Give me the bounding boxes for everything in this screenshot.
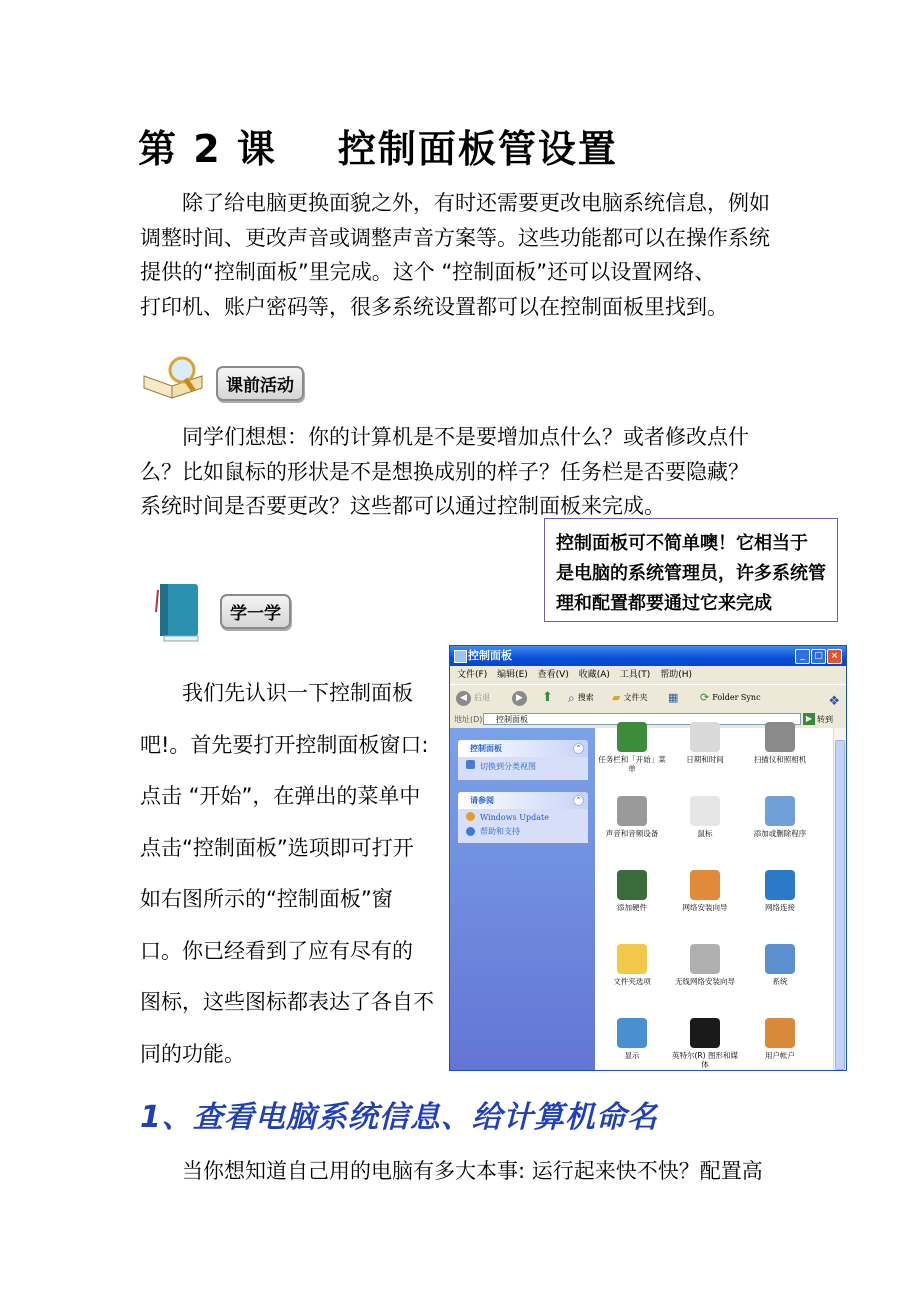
sync-icon: ⟳ [700, 691, 710, 704]
icon-view [595, 728, 834, 1070]
forward-button[interactable] [512, 685, 527, 711]
book-magnifier-icon [142, 356, 208, 400]
scanner-icon [765, 722, 795, 752]
windows-logo-icon: ❖ [828, 694, 840, 709]
task-pane [450, 728, 595, 1070]
window-titlebar [450, 646, 846, 666]
go-arrow-icon[interactable]: ▶ [803, 713, 815, 725]
control-panel-item[interactable] [745, 870, 815, 912]
help-label: 帮助和支持 [480, 827, 520, 836]
callout-line: 是电脑的系统管理员，许多系统管 [556, 563, 826, 584]
item-label: 网络安装向导 [682, 903, 728, 912]
intro-line: 打印机、账户密码等，很多系统设置都可以在控制面板里找到。 [140, 294, 728, 319]
pane-title: 控制面板 [470, 744, 502, 753]
windows-update-label: Windows Update [480, 813, 549, 822]
search-button[interactable] [568, 685, 594, 711]
control-panel-item[interactable] [670, 722, 740, 764]
control-panel-item[interactable] [745, 1018, 815, 1060]
minimize-button[interactable]: _ [795, 649, 810, 664]
menu-view[interactable]: 查看(V) [537, 670, 569, 680]
folders-button[interactable] [612, 685, 647, 711]
wireless-icon [690, 944, 720, 974]
windows-update-link[interactable] [458, 809, 588, 824]
views-button[interactable] [668, 685, 678, 711]
callout-box [544, 518, 838, 622]
item-label: 网络连接 [765, 903, 795, 912]
address-label: 地址(D) [454, 715, 483, 724]
section-text: 当你想知道自己用的电脑有多大本事: 运行起来快不快？配置高 [182, 1159, 763, 1183]
pane-title: 请参阅 [470, 796, 494, 805]
folder-sync-button[interactable] [700, 685, 761, 711]
learn-line: 我们先认识一下控制面板 [182, 681, 413, 705]
menu-bar [450, 666, 846, 684]
item-label: 声音和音频设备 [605, 829, 659, 838]
back-arrow-icon: ◀ [456, 691, 471, 706]
switch-view-icon [466, 760, 475, 769]
menu-help[interactable]: 帮助(H) [660, 670, 692, 680]
display-icon [617, 1018, 647, 1048]
learn-line: 口。你已经看到了应有尽有的 [140, 938, 413, 963]
activity-badge: 课前活动 [216, 366, 304, 401]
learn-paragraph [140, 668, 450, 1080]
switch-view-label: 切换到分类视图 [480, 762, 536, 771]
search-icon: ⌕ [568, 691, 575, 705]
menu-file[interactable]: 文件(F) [457, 670, 488, 680]
intro-line: 提供的“控制面板”里完成。这个 “控制面板”还可以设置网络、 [140, 260, 716, 284]
activity-line: 同学们想想：你的计算机是不是要增加点什么？或者修改点什 [182, 425, 749, 449]
back-button[interactable] [456, 685, 490, 711]
callout-line: 控制面板可不简单噢！它相当于 [556, 533, 808, 554]
window-title: 控制面板 [468, 649, 512, 662]
help-support-link[interactable] [458, 824, 588, 843]
section-heading: 1、查看电脑系统信息、给计算机命名 [140, 1100, 658, 1135]
collapse-icon[interactable]: ⌃ [573, 743, 584, 754]
folder-sync-label: Folder Sync [712, 693, 761, 702]
control-panel-window [449, 645, 847, 1071]
item-label: 日期和时间 [686, 755, 724, 764]
mouse-icon [690, 796, 720, 826]
activity-paragraph [140, 420, 800, 524]
address-value: 控制面板 [496, 715, 528, 724]
learn-line: 图标，这些图标都表达了各自不 [140, 990, 434, 1014]
see-also-pane [458, 792, 588, 843]
control-panel-item[interactable] [597, 1018, 667, 1060]
item-label: 无线网络安装向导 [675, 977, 735, 986]
learn-line: 如右图所示的“控制面板”窗 [140, 887, 393, 911]
learn-line: 点击 “开始”，在弹出的菜单中 [140, 784, 421, 808]
control-panel-icon [454, 650, 467, 663]
home-network-icon [690, 870, 720, 900]
close-button[interactable]: × [827, 649, 842, 664]
item-label: 添加或删除程序 [753, 829, 807, 838]
hardware-icon [617, 870, 647, 900]
windows-update-icon [466, 812, 475, 821]
control-panel-item[interactable] [670, 796, 740, 838]
programs-icon [765, 796, 795, 826]
item-label: 任务栏和「开始」菜单 [598, 755, 666, 773]
up-folder-icon: ⬆ [542, 690, 553, 705]
folder-icon: ▰ [612, 691, 621, 704]
control-panel-item[interactable] [670, 870, 740, 912]
control-panel-item[interactable] [597, 944, 667, 986]
control-panel-item[interactable] [597, 722, 667, 773]
item-label: 文件夹选项 [613, 977, 651, 986]
users-icon [765, 1018, 795, 1048]
search-label: 搜索 [577, 693, 594, 702]
forward-arrow-icon: ▶ [512, 691, 527, 706]
pane-header [458, 740, 588, 757]
control-panel-pane [458, 740, 588, 780]
maximize-button[interactable]: □ [811, 649, 826, 664]
switch-category-view-link[interactable] [458, 757, 588, 780]
control-panel-item[interactable] [670, 1018, 740, 1069]
speaker-icon [617, 796, 647, 826]
activity-line: 系统时间是否要更改？这些都可以通过控制面板来完成。 [140, 494, 665, 518]
go-button[interactable]: 转到 [817, 715, 833, 724]
item-label: 用户帐户 [765, 1051, 795, 1060]
up-button[interactable] [542, 685, 553, 711]
folder-icon [617, 944, 647, 974]
toolbar [450, 684, 846, 712]
clock-icon [690, 722, 720, 752]
help-icon [466, 827, 475, 836]
item-label: 添加硬件 [617, 903, 647, 912]
control-panel-item[interactable] [745, 944, 815, 986]
activity-line: 么？比如鼠标的形状是不是想换成别的样子？任务栏是否要隐藏？ [140, 459, 749, 484]
collapse-icon[interactable]: ⌃ [573, 795, 584, 806]
item-label: 显示 [624, 1051, 640, 1060]
item-label: 英特尔(R) 图形和媒体 [672, 1051, 738, 1069]
item-label: 鼠标 [697, 829, 713, 838]
control-panel-item[interactable] [597, 870, 667, 912]
menu-edit[interactable]: 编辑(E) [497, 670, 528, 680]
menu-favorites[interactable]: 收藏(A) [578, 670, 610, 680]
page-title: 第 2 课 控制面板管设置 [138, 127, 618, 171]
folders-label: 文件夹 [623, 693, 648, 702]
learn-line: 点击“控制面板”选项即可打开 [140, 835, 414, 860]
control-panel-item[interactable] [670, 944, 740, 986]
views-icon: ▦ [668, 691, 679, 704]
item-label: 系统 [772, 977, 788, 986]
item-label: 扫描仪和照相机 [753, 755, 807, 764]
learn-badge: 学一学 [220, 594, 291, 629]
intel-graphics-icon [690, 1018, 720, 1048]
menu-tools[interactable]: 工具(T) [619, 670, 651, 680]
intro-paragraph [140, 186, 800, 324]
intro-line: 除了给电脑更换面貌之外，有时还需要更改电脑系统信息，例如 [182, 191, 770, 215]
learn-line: 吧!。首先要打开控制面板窗口: [140, 732, 429, 757]
taskbar-icon [617, 722, 647, 752]
control-panel-item[interactable] [745, 796, 815, 838]
learn-line: 同的功能。 [140, 1041, 245, 1066]
control-panel-item[interactable] [745, 722, 815, 764]
scrollbar-thumb[interactable] [835, 740, 845, 1070]
blue-book-icon [152, 582, 204, 642]
globe-icon [765, 870, 795, 900]
callout-line: 理和配置都要通过它来完成 [556, 593, 772, 614]
system-icon [765, 944, 795, 974]
pane-header [458, 792, 588, 809]
back-label: 后退 [474, 693, 490, 702]
control-panel-item[interactable] [597, 796, 667, 838]
vertical-scrollbar[interactable] [833, 728, 846, 1070]
intro-line: 调整时间、更改声音或调整声音方案等。这些功能都可以在操作系统 [140, 225, 770, 250]
